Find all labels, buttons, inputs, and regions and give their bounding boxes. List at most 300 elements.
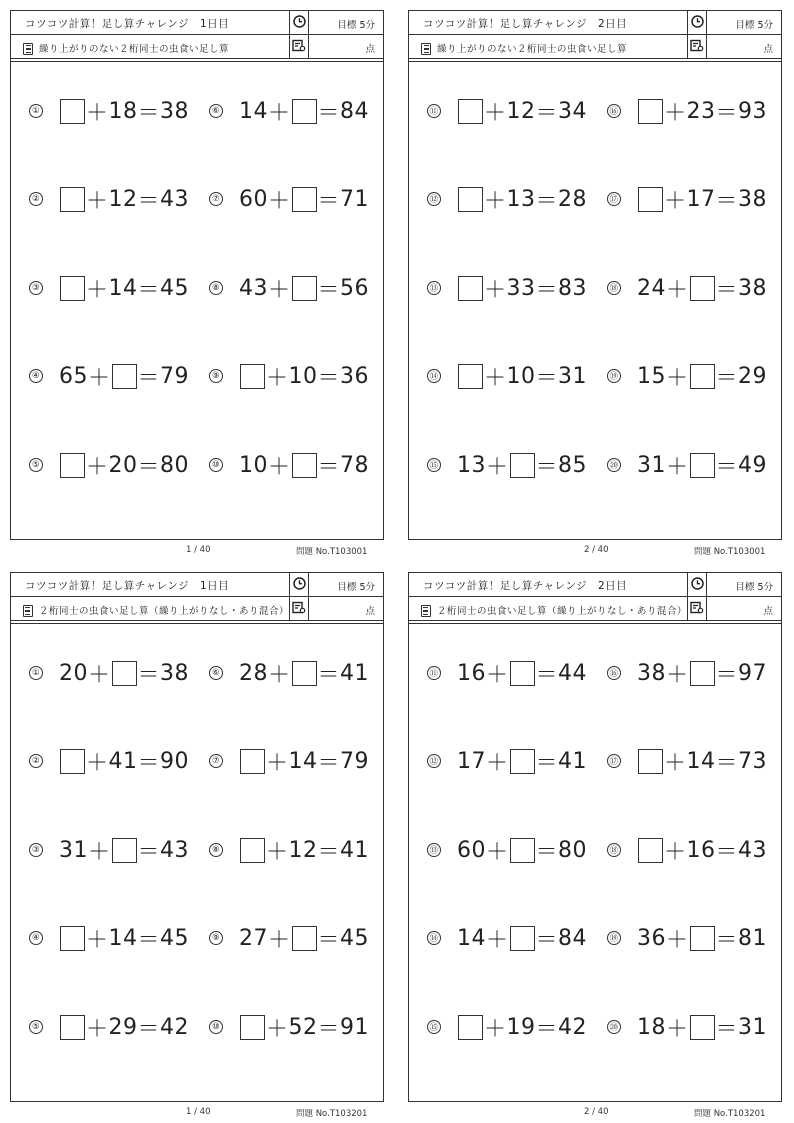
number: 38 [160, 98, 190, 124]
problem-number: ⑨ [209, 369, 223, 383]
number: 15 [637, 363, 666, 389]
worksheet [10, 572, 384, 1119]
problem [29, 361, 189, 391]
score-field[interactable] [707, 597, 781, 620]
answer-box[interactable] [60, 453, 85, 478]
number: 91 [340, 1014, 370, 1040]
equals-sign: ＝ [137, 1016, 161, 1042]
problem-number: ⑩ [209, 458, 223, 472]
header-row [409, 573, 781, 597]
plus-sign: ＋ [666, 454, 689, 480]
equals-sign: ＝ [317, 277, 341, 303]
answer-box[interactable] [510, 838, 535, 863]
problem-number: ⑦ [209, 192, 223, 206]
problem-number: ② [29, 192, 43, 206]
equals-sign: ＝ [535, 188, 559, 214]
number: 41 [340, 660, 370, 686]
plus-sign: ＋ [484, 188, 507, 214]
score-sheet-icon [690, 599, 704, 618]
answer-box[interactable] [510, 749, 535, 774]
problem-number: ⑨ [209, 931, 223, 945]
problem-code: 問題 No.T103201 [296, 1109, 368, 1119]
equals-sign: ＝ [137, 454, 161, 480]
equals-sign: ＝ [535, 839, 559, 865]
subtitle-cell [11, 597, 289, 620]
equals-sign: ＝ [137, 188, 161, 214]
worksheet-subtitle: ２桁同士の虫食い足し算（繰り上がりなし・あり混合） [436, 606, 687, 617]
page-indicator: 2 / 40 [584, 1107, 609, 1117]
equals-sign: ＝ [535, 750, 559, 776]
answer-box[interactable] [240, 749, 265, 774]
equals-sign: ＝ [715, 100, 739, 126]
equals-sign: ＝ [137, 365, 161, 391]
goal-time: 目標 5分 [337, 20, 375, 31]
answer-box[interactable] [690, 1015, 715, 1040]
number: 16 [457, 660, 486, 686]
number: 14 [108, 925, 138, 951]
number: 38 [738, 275, 768, 301]
subtitle-cell [409, 597, 687, 620]
plus-sign: ＋ [88, 662, 111, 688]
plus-sign: ＋ [86, 750, 109, 776]
number: 34 [558, 98, 588, 124]
answer-box[interactable] [690, 453, 715, 478]
number: 41 [340, 837, 370, 863]
number: 41 [558, 748, 588, 774]
number: 31 [558, 363, 588, 389]
equals-sign: ＝ [317, 365, 341, 391]
problem [427, 184, 587, 214]
number: 81 [738, 925, 768, 951]
score-field[interactable] [309, 35, 383, 58]
plus-sign: ＋ [268, 927, 291, 953]
page-indicator: 1 / 40 [186, 1107, 211, 1117]
score-sheet-icon [292, 37, 306, 56]
worksheet [10, 10, 384, 557]
subheader-row [11, 597, 383, 621]
answer-box[interactable] [638, 838, 663, 863]
problem-number: ⑩ [209, 1020, 223, 1034]
problem [607, 658, 767, 688]
problem [427, 450, 587, 480]
problem [29, 273, 189, 303]
problem-number: ③ [29, 281, 43, 295]
number: 97 [738, 660, 768, 686]
answer-box[interactable] [638, 99, 663, 124]
answer-box[interactable] [638, 749, 663, 774]
equals-sign: ＝ [715, 277, 739, 303]
answer-box[interactable] [240, 364, 265, 389]
plus-sign: ＋ [664, 100, 687, 126]
equals-sign: ＝ [715, 454, 739, 480]
problem-number: ⑥ [209, 666, 223, 680]
plus-sign: ＋ [86, 1016, 109, 1042]
equals-sign: ＝ [137, 839, 161, 865]
plus-sign: ＋ [484, 100, 507, 126]
number: 12 [506, 98, 536, 124]
worksheet [408, 572, 782, 1119]
score-unit: 点 [365, 44, 375, 55]
number: 60 [457, 837, 486, 863]
plus-sign: ＋ [486, 927, 509, 953]
problem [607, 450, 767, 480]
plus-sign: ＋ [86, 188, 109, 214]
answer-box[interactable] [112, 661, 137, 686]
clock-icon [691, 575, 704, 594]
goal-time: 目標 5分 [337, 582, 375, 593]
number: 43 [160, 186, 190, 212]
number: 36 [637, 925, 666, 951]
equals-sign: ＝ [715, 365, 739, 391]
answer-box[interactable] [112, 364, 137, 389]
plus-sign: ＋ [268, 100, 291, 126]
equals-sign: ＝ [317, 1016, 341, 1042]
equals-sign: ＝ [715, 188, 739, 214]
number: 28 [558, 186, 588, 212]
number: 27 [239, 925, 268, 951]
header-divider [11, 61, 383, 62]
plus-sign: ＋ [664, 839, 687, 865]
number: 80 [160, 452, 190, 478]
problem-code: 問題 No.T103201 [694, 1109, 766, 1119]
answer-box[interactable] [60, 749, 85, 774]
problem [29, 658, 189, 688]
number: 14 [457, 925, 486, 951]
number: 10 [288, 363, 318, 389]
problem-number: ⑪ [427, 666, 441, 680]
problem-number: ⑪ [427, 104, 441, 118]
plus-sign: ＋ [484, 365, 507, 391]
answer-box[interactable] [60, 187, 85, 212]
answer-box[interactable] [458, 187, 483, 212]
equals-sign: ＝ [137, 100, 161, 126]
worksheet-subtitle: ２桁同士の虫食い足し算（繰り上がりなし・あり混合） [38, 606, 289, 617]
answer-box[interactable] [458, 276, 483, 301]
answer-box[interactable] [292, 926, 317, 951]
plus-sign: ＋ [86, 100, 109, 126]
answer-box[interactable] [60, 1015, 85, 1040]
problem [427, 746, 587, 776]
page-indicator: 1 / 40 [186, 545, 211, 555]
header-divider [409, 61, 781, 62]
document-icon [421, 605, 431, 617]
plus-sign: ＋ [266, 839, 289, 865]
problem-number: ⑳ [607, 458, 621, 472]
problem [607, 273, 767, 303]
answer-box[interactable] [60, 926, 85, 951]
equals-sign: ＝ [535, 365, 559, 391]
problem [209, 746, 369, 776]
number: 14 [686, 748, 716, 774]
number: 60 [239, 186, 268, 212]
number: 42 [558, 1014, 588, 1040]
score-field[interactable] [309, 597, 383, 620]
problem-number: ⑫ [427, 192, 441, 206]
timer-cell [687, 573, 707, 596]
number: 79 [160, 363, 190, 389]
score-cell [687, 35, 707, 58]
answer-box[interactable] [292, 661, 317, 686]
answer-box[interactable] [690, 661, 715, 686]
number: 93 [738, 98, 768, 124]
number: 45 [160, 275, 190, 301]
plus-sign: ＋ [268, 188, 291, 214]
worksheet-title: コツコツ計算！足し算チャレンジ 2日目 [423, 580, 628, 592]
timer-cell [289, 11, 309, 34]
answer-box[interactable] [638, 187, 663, 212]
problem [209, 96, 369, 126]
number: 43 [738, 837, 768, 863]
equals-sign: ＝ [137, 277, 161, 303]
problem [607, 361, 767, 391]
subtitle-cell [11, 35, 289, 58]
number: 17 [457, 748, 486, 774]
number: 20 [59, 660, 88, 686]
problem-code: 問題 No.T103001 [694, 547, 766, 557]
answer-box[interactable] [292, 276, 317, 301]
number: 52 [288, 1014, 318, 1040]
score-cell [289, 35, 309, 58]
score-unit: 点 [365, 606, 375, 617]
problem [427, 658, 587, 688]
plus-sign: ＋ [268, 662, 291, 688]
problem [29, 1012, 189, 1042]
goal-time: 目標 5分 [735, 20, 773, 31]
equals-sign: ＝ [137, 927, 161, 953]
problem-number: ② [29, 754, 43, 768]
plus-sign: ＋ [666, 1016, 689, 1042]
number: 78 [340, 452, 370, 478]
equals-sign: ＝ [715, 750, 739, 776]
equals-sign: ＝ [317, 927, 341, 953]
worksheet-subtitle: 繰り上がりのない２桁同士の虫食い足し算 [39, 44, 230, 55]
problem [29, 835, 189, 865]
problem-number: ⑧ [209, 843, 223, 857]
worksheet-title: コツコツ計算！足し算チャレンジ 1日目 [25, 18, 230, 30]
plus-sign: ＋ [666, 365, 689, 391]
equals-sign: ＝ [317, 454, 341, 480]
plus-sign: ＋ [666, 662, 689, 688]
equals-sign: ＝ [137, 662, 161, 688]
plus-sign: ＋ [86, 454, 109, 480]
number: 28 [239, 660, 268, 686]
number: 10 [239, 452, 268, 478]
plus-sign: ＋ [486, 662, 509, 688]
number: 42 [160, 1014, 190, 1040]
header-divider [11, 623, 383, 624]
number: 33 [506, 275, 536, 301]
document-icon [421, 43, 431, 55]
answer-box[interactable] [510, 661, 535, 686]
number: 14 [108, 275, 138, 301]
problem [607, 923, 767, 953]
plus-sign: ＋ [666, 277, 689, 303]
number: 29 [108, 1014, 138, 1040]
number: 38 [738, 186, 768, 212]
worksheet-subtitle: 繰り上がりのない２桁同士の虫食い足し算 [437, 44, 628, 55]
plus-sign: ＋ [486, 454, 509, 480]
answer-box[interactable] [60, 276, 85, 301]
header-row [409, 11, 781, 35]
number: 79 [340, 748, 370, 774]
problem-number: ⑮ [427, 458, 441, 472]
equals-sign: ＝ [535, 662, 559, 688]
problem-number: ① [29, 666, 43, 680]
problem [29, 184, 189, 214]
worksheet-title: コツコツ計算！足し算チャレンジ 1日目 [25, 580, 230, 592]
problem [209, 184, 369, 214]
number: 38 [637, 660, 666, 686]
answer-box[interactable] [292, 187, 317, 212]
equals-sign: ＝ [535, 277, 559, 303]
plus-sign: ＋ [86, 277, 109, 303]
number: 20 [108, 452, 138, 478]
plus-sign: ＋ [268, 454, 291, 480]
number: 84 [558, 925, 588, 951]
answer-box[interactable] [458, 364, 483, 389]
problem-number: ⑭ [427, 369, 441, 383]
equals-sign: ＝ [535, 1016, 559, 1042]
worksheet [408, 10, 782, 557]
problem [209, 658, 369, 688]
answer-box[interactable] [510, 453, 535, 478]
score-field[interactable] [707, 35, 781, 58]
number: 71 [340, 186, 370, 212]
number: 80 [558, 837, 588, 863]
plus-sign: ＋ [666, 927, 689, 953]
problem-number: ⑲ [607, 931, 621, 945]
equals-sign: ＝ [137, 750, 161, 776]
number: 49 [738, 452, 768, 478]
answer-box[interactable] [690, 276, 715, 301]
number: 56 [340, 275, 370, 301]
number: 65 [59, 363, 88, 389]
plus-sign: ＋ [266, 365, 289, 391]
plus-sign: ＋ [266, 750, 289, 776]
header-row [11, 11, 383, 35]
number: 83 [558, 275, 588, 301]
answer-box[interactable] [458, 1015, 483, 1040]
problem [209, 361, 369, 391]
plus-sign: ＋ [266, 1016, 289, 1042]
problem [209, 273, 369, 303]
clock-icon [293, 575, 306, 594]
number: 12 [288, 837, 318, 863]
number: 29 [738, 363, 768, 389]
problem [29, 746, 189, 776]
problem [427, 923, 587, 953]
number: 45 [160, 925, 190, 951]
subheader-row [11, 35, 383, 59]
equals-sign: ＝ [535, 100, 559, 126]
number: 13 [506, 186, 536, 212]
subtitle-cell [409, 35, 687, 58]
number: 12 [108, 186, 138, 212]
problem [427, 96, 587, 126]
answer-box[interactable] [292, 453, 317, 478]
plus-sign: ＋ [88, 839, 111, 865]
answer-box[interactable] [60, 99, 85, 124]
answer-box[interactable] [240, 1015, 265, 1040]
document-icon [23, 605, 33, 617]
problem-number: ⑥ [209, 104, 223, 118]
score-sheet-icon [292, 599, 306, 618]
header-divider [409, 623, 781, 624]
problem [427, 835, 587, 865]
equals-sign: ＝ [317, 188, 341, 214]
number: 13 [457, 452, 486, 478]
plus-sign: ＋ [268, 277, 291, 303]
answer-box[interactable] [112, 838, 137, 863]
number: 17 [686, 186, 716, 212]
score-unit: 点 [763, 606, 773, 617]
number: 14 [288, 748, 318, 774]
score-sheet-icon [690, 37, 704, 56]
number: 10 [506, 363, 536, 389]
problem-number: ⑬ [427, 281, 441, 295]
equals-sign: ＝ [715, 662, 739, 688]
answer-box[interactable] [240, 838, 265, 863]
problem [209, 1012, 369, 1042]
answer-box[interactable] [690, 364, 715, 389]
problem-number: ④ [29, 931, 43, 945]
problem-number: ⑳ [607, 1020, 621, 1034]
answer-box[interactable] [292, 99, 317, 124]
number: 84 [340, 98, 370, 124]
page-indicator: 2 / 40 [584, 545, 609, 555]
answer-box[interactable] [690, 926, 715, 951]
number: 73 [738, 748, 768, 774]
problem-number: ⑦ [209, 754, 223, 768]
problem-number: ⑧ [209, 281, 223, 295]
plus-sign: ＋ [88, 365, 111, 391]
equals-sign: ＝ [535, 927, 559, 953]
plus-sign: ＋ [664, 188, 687, 214]
problem [209, 450, 369, 480]
score-unit: 点 [763, 44, 773, 55]
header-row [11, 573, 383, 597]
number: 18 [108, 98, 138, 124]
number: 31 [637, 452, 666, 478]
number: 16 [686, 837, 716, 863]
problem [607, 96, 767, 126]
problem [427, 273, 587, 303]
problem-number: ⑤ [29, 458, 43, 472]
problem-number: ④ [29, 369, 43, 383]
equals-sign: ＝ [317, 750, 341, 776]
number: 31 [738, 1014, 768, 1040]
problem [607, 184, 767, 214]
answer-box[interactable] [458, 99, 483, 124]
clock-icon [691, 13, 704, 32]
problem [209, 835, 369, 865]
equals-sign: ＝ [715, 927, 739, 953]
number: 23 [686, 98, 716, 124]
timer-cell [289, 573, 309, 596]
problem [209, 923, 369, 953]
subheader-row [409, 597, 781, 621]
problem [427, 1012, 587, 1042]
problem [29, 96, 189, 126]
answer-box[interactable] [510, 926, 535, 951]
problem [427, 361, 587, 391]
score-cell [289, 597, 309, 620]
number: 43 [160, 837, 190, 863]
timer-cell [687, 11, 707, 34]
equals-sign: ＝ [715, 839, 739, 865]
number: 14 [239, 98, 268, 124]
number: 45 [340, 925, 370, 951]
